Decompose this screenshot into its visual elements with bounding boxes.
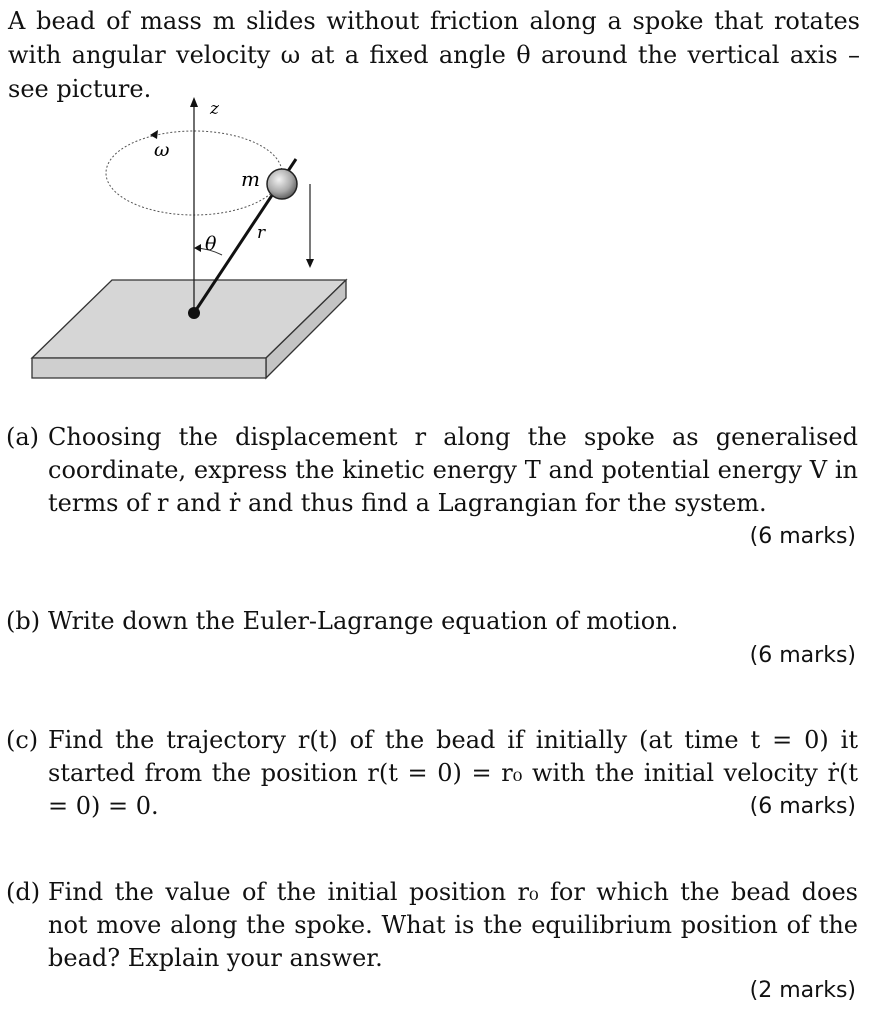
figure-diagram bbox=[28, 92, 358, 384]
theta-label: θ bbox=[205, 233, 217, 255]
mass-label: m bbox=[241, 167, 260, 191]
z-label: z bbox=[210, 99, 219, 119]
z-axis-arrow-icon bbox=[190, 97, 198, 107]
question-a bbox=[6, 421, 858, 520]
rotating-spoke-figure bbox=[28, 92, 358, 384]
pivot-point bbox=[188, 307, 200, 319]
question-c bbox=[6, 724, 858, 823]
question-b bbox=[6, 605, 858, 638]
question-d bbox=[6, 876, 858, 975]
r-label: r bbox=[257, 223, 266, 243]
theta-arrow-icon bbox=[194, 244, 201, 252]
omega-label: ω bbox=[154, 139, 170, 161]
omega-arrow-icon bbox=[150, 130, 158, 139]
question-d-marks: (2 marks) bbox=[749, 978, 856, 1003]
question-c-marks: (6 marks) bbox=[749, 794, 856, 819]
question-a-marks: (6 marks) bbox=[749, 524, 856, 549]
gravity-arrow-icon bbox=[306, 259, 314, 268]
question-c-label: (c) bbox=[6, 726, 39, 754]
question-d-text: Find the value of the initial position r₀ for which the bead does not move along the spoke. What is the equilibrium position of the bead? Explain your answer. bbox=[48, 878, 858, 972]
bead bbox=[267, 169, 297, 199]
question-a-label: (a) bbox=[6, 423, 40, 451]
problem-intro: A bead of mass m slides without friction along a spoke that rotates with angular velocity ω at a fixed angle θ around the vertical axis – see picture. bbox=[8, 7, 860, 103]
question-a-text: Choosing the displacement r along the spoke as generalised coordinate, express the kinetic energy T and potential energy V in terms of r and ṙ and thus find a Lagrangian for the system. bbox=[48, 423, 858, 517]
question-b-label: (b) bbox=[6, 607, 41, 635]
base-plate-front bbox=[32, 358, 266, 378]
question-d-label: (d) bbox=[6, 878, 41, 906]
question-b-text: Write down the Euler-Lagrange equation of motion. bbox=[48, 607, 679, 635]
question-c-text: Find the trajectory r(t) of the bead if initially (at time t = 0) it started from the position r(t = 0) = r₀ with the initial velocity ṙ(t = 0) = 0. bbox=[48, 726, 858, 820]
question-b-marks: (6 marks) bbox=[749, 643, 856, 668]
base-plate-top bbox=[32, 280, 346, 358]
